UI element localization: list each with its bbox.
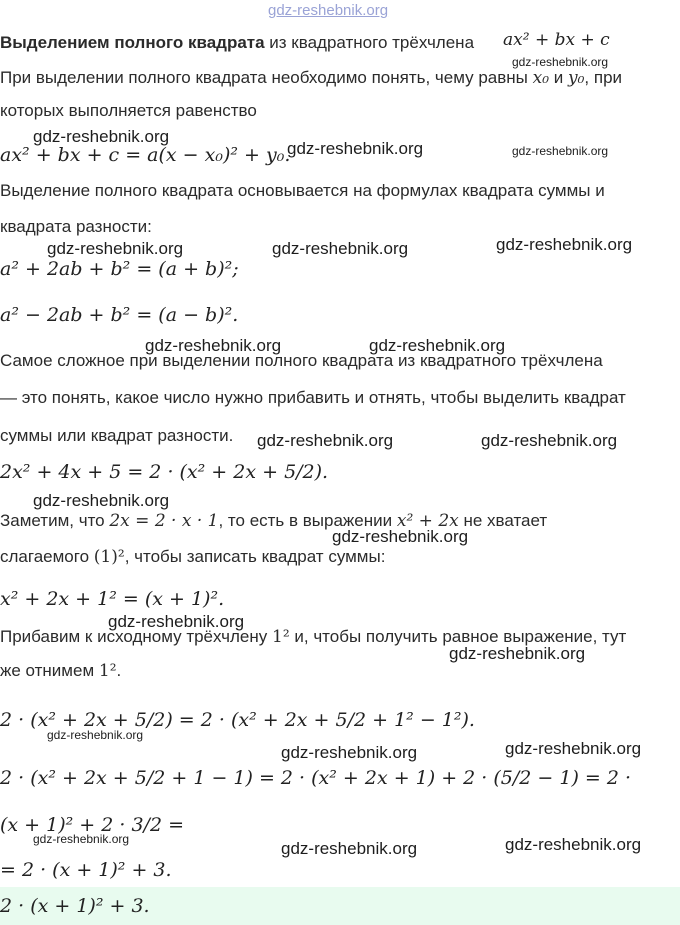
watermark: gdz-reshebnik.org	[496, 235, 633, 254]
para5-line2c: .	[116, 661, 122, 680]
para3-line3: суммы или квадрат разности.	[0, 426, 234, 445]
para4-line2a: слагаемого	[0, 547, 90, 566]
site-link[interactable]: gdz-reshebnik.org	[268, 2, 389, 19]
para1-and: и	[553, 68, 564, 87]
intro-expression: ax² + bx + c	[503, 30, 610, 50]
para4-line2	[0, 546, 385, 568]
para1-line2: которых выполняется равенство	[0, 101, 257, 120]
watermark: gdz-reshebnik.org	[257, 431, 394, 450]
intro-bold: Выделением полного квадрата	[0, 33, 265, 52]
para5-line1a: Прибавим к исходному трёхчлену	[0, 627, 268, 646]
intro-rest: из квадратного трёхчлена	[269, 33, 475, 52]
para4-a: Заметим, что	[0, 511, 105, 530]
intro-line	[0, 32, 474, 54]
para4-c: , то есть в выражении	[218, 511, 393, 530]
watermark: gdz-reshebnik.org	[145, 336, 282, 355]
para5-line2b: 1²	[98, 661, 117, 681]
watermark: gdz-reshebnik.org	[512, 144, 609, 158]
equation-factor-two: 2x² + 4x + 5 = 2 · (x² + 2x + 5/2).	[0, 461, 329, 483]
equation-square-sum: x² + 2x + 1² = (x + 1)².	[0, 588, 225, 610]
watermark: gdz-reshebnik.org	[33, 491, 170, 510]
equation-step1: 2 · (x² + 2x + 5/2) = 2 · (x² + 2x + 5/2 + 1² − 1²).	[0, 709, 475, 731]
equation-general-form: ax² + bx + c = a(x − x₀)² + y₀.	[0, 144, 291, 166]
para4-e: не хватает	[463, 511, 548, 530]
watermark: gdz-reshebnik.org	[281, 839, 418, 858]
formula-square-difference: a² − 2ab + b² = (a − b)².	[0, 304, 239, 326]
watermark: gdz-reshebnik.org	[505, 835, 642, 854]
para2-line2: квадрата разности:	[0, 217, 152, 236]
watermark: gdz-reshebnik.org	[505, 739, 642, 758]
para5-line1c: и, чтобы получить равное выражение, тут	[294, 627, 627, 646]
watermark: gdz-reshebnik.org	[33, 127, 170, 146]
watermark: gdz-reshebnik.org	[332, 527, 469, 546]
x0-symbol: x₀	[532, 68, 550, 88]
equation-step3: (x + 1)² + 2 · 3/2 =	[0, 814, 184, 836]
para5-line2a: же отнимем	[0, 661, 95, 680]
para4-b: 2x = 2 · x · 1	[109, 511, 219, 531]
watermark: gdz-reshebnik.org	[272, 239, 409, 258]
para3-line2: — это понять, какое число нужно прибавить и отнять, чтобы выделить квадрат	[0, 388, 626, 407]
para3-line1: Самое сложное при выделении полного квадрата из квадратного трёхчлена	[0, 351, 603, 370]
watermark: gdz-reshebnik.org	[281, 743, 418, 762]
equation-step2: 2 · (x² + 2x + 5/2 + 1 − 1) = 2 · (x² + 2x + 1) + 2 · (5/2 − 1) = 2 ·	[0, 767, 632, 789]
watermark: gdz-reshebnik.org	[481, 431, 618, 450]
para1-comma: , при	[584, 68, 623, 87]
para5-line2	[0, 660, 121, 682]
para2-line1: Выделение полного квадрата основывается на формулах квадрата суммы и	[0, 181, 605, 200]
watermark: gdz-reshebnik.org	[287, 139, 424, 158]
para4-line2c: , чтобы записать квадрат суммы:	[124, 547, 386, 566]
answer-expression: 2 · (x + 1)² + 3.	[0, 895, 150, 917]
formula-square-sum: a² + 2ab + b² = (a + b)²;	[0, 258, 239, 280]
para1-text: При выделении полного квадрата необходимо понять, чему равны	[0, 68, 528, 87]
watermark: gdz-reshebnik.org	[47, 728, 144, 742]
watermark: gdz-reshebnik.org	[33, 832, 130, 846]
para4-d: x² + 2x	[396, 511, 459, 531]
equation-step4: = 2 · (x + 1)² + 3.	[0, 859, 172, 881]
y0-symbol: y₀	[568, 68, 585, 88]
watermark: gdz-reshebnik.org	[512, 55, 609, 69]
watermark: gdz-reshebnik.org	[449, 644, 586, 663]
para1-line1	[0, 67, 622, 89]
watermark: gdz-reshebnik.org	[108, 612, 245, 631]
watermark: gdz-reshebnik.org	[369, 336, 506, 355]
watermark: gdz-reshebnik.org	[47, 239, 184, 258]
para5-line1b: 1²	[272, 627, 290, 647]
para4-line2b: (1)²	[93, 547, 125, 567]
